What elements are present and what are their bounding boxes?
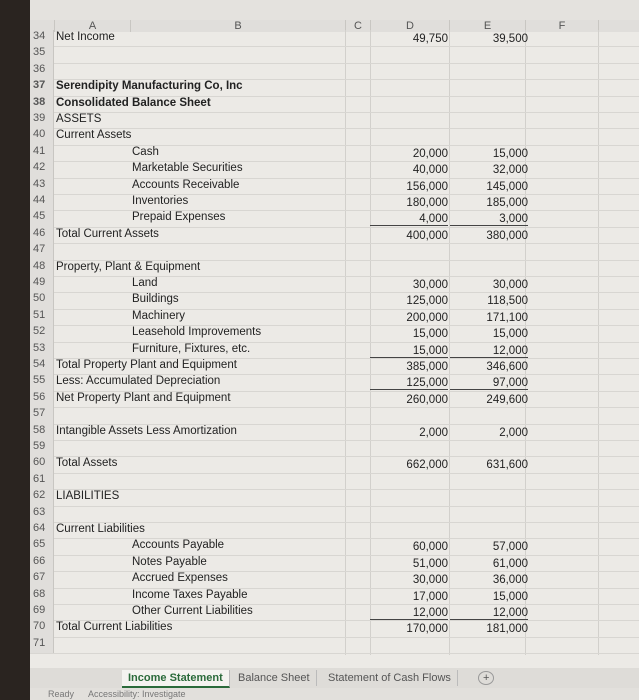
row-number[interactable]: 53 xyxy=(30,342,54,358)
row-number[interactable]: 51 xyxy=(30,309,54,325)
table-row xyxy=(30,604,639,621)
cell-e[interactable]: 15,000 xyxy=(492,147,528,160)
table-row xyxy=(30,243,639,260)
row-number[interactable]: 43 xyxy=(30,178,54,194)
table-row xyxy=(30,588,639,605)
table-row xyxy=(30,358,639,375)
cell-a[interactable]: Net Income xyxy=(56,31,115,43)
column-header-b[interactable]: B xyxy=(131,20,346,32)
column-header-a[interactable]: A xyxy=(55,20,131,32)
cell-b[interactable]: Prepaid Expenses xyxy=(132,211,226,224)
cell-a[interactable]: Property, Plant & Equipment xyxy=(56,260,201,273)
cell-e[interactable]: 39,500 xyxy=(492,33,528,45)
status-bar xyxy=(30,688,639,700)
sheet-tabs xyxy=(30,668,639,688)
table-row xyxy=(30,424,639,441)
row-number[interactable]: 67 xyxy=(30,571,54,587)
column-header-e[interactable]: E xyxy=(450,20,526,32)
row-number[interactable]: 63 xyxy=(30,506,54,522)
cell-b[interactable]: Accounts Receivable xyxy=(132,178,240,191)
cell-e[interactable]: 631,600 xyxy=(486,459,528,472)
cell-b[interactable]: Land xyxy=(132,277,158,289)
row-number[interactable]: 56 xyxy=(30,391,54,407)
cell-d[interactable]: 2,000 xyxy=(419,426,448,439)
tab-statement-of-cash-flows[interactable]: Statement of Cash Flows xyxy=(322,670,458,686)
cell-b[interactable]: Accrued Expenses xyxy=(132,572,228,585)
table-row xyxy=(30,276,639,293)
cell-d[interactable]: 15,000 xyxy=(370,345,448,358)
row-number[interactable]: 37 xyxy=(30,79,54,95)
row-number[interactable]: 41 xyxy=(30,145,54,161)
cell-e[interactable]: 185,000 xyxy=(486,197,528,209)
table-row xyxy=(30,145,639,162)
table-row xyxy=(30,473,639,490)
cell-e[interactable]: 97,000 xyxy=(450,377,528,390)
cell-a[interactable]: Net Property Plant and Equipment xyxy=(56,391,231,404)
cell-b[interactable]: Cash xyxy=(132,145,159,158)
table-row xyxy=(30,260,639,277)
table-row xyxy=(30,440,639,457)
cell-d[interactable]: 30,000 xyxy=(412,574,448,587)
cell-a[interactable]: ASSETS xyxy=(56,113,102,125)
table-row xyxy=(30,571,639,588)
table-row xyxy=(30,309,639,326)
table-row xyxy=(30,96,639,113)
cell-d[interactable]: 12,000 xyxy=(370,607,448,620)
table-row xyxy=(30,63,639,80)
cell-b[interactable]: Leasehold Improvements xyxy=(132,326,262,339)
row-number[interactable]: 46 xyxy=(30,227,54,243)
cell-e[interactable]: 181,000 xyxy=(486,623,528,636)
column-header-d[interactable]: D xyxy=(371,20,450,32)
cell-a[interactable]: LIABILITIES xyxy=(56,490,120,503)
row-number[interactable]: 62 xyxy=(30,489,54,505)
row-number[interactable]: 64 xyxy=(30,522,54,538)
row-number[interactable]: 57 xyxy=(30,407,54,423)
cell-d[interactable]: 156,000 xyxy=(406,180,448,193)
table-row xyxy=(30,292,639,309)
ribbon-area xyxy=(30,0,639,21)
cell-a[interactable]: Total Current Liabilities xyxy=(56,621,173,634)
cell-d[interactable]: 200,000 xyxy=(406,311,448,324)
table-row xyxy=(30,161,639,178)
cell-d[interactable]: 51,000 xyxy=(412,557,448,570)
cell-e[interactable]: 32,000 xyxy=(492,164,528,177)
table-row xyxy=(30,374,639,391)
cell-e[interactable]: 346,600 xyxy=(486,361,528,373)
row-number[interactable]: 71 xyxy=(30,637,54,653)
cell-d[interactable]: 662,000 xyxy=(406,459,448,472)
table-row xyxy=(30,128,639,145)
cell-d[interactable]: 49,750 xyxy=(412,33,448,45)
cell-a[interactable]: Less: Accumulated Depreciation xyxy=(56,375,221,388)
cell-e[interactable]: 15,000 xyxy=(492,590,528,603)
cell-a[interactable]: Total Current Assets xyxy=(56,227,159,240)
cell-b[interactable]: Accounts Payable xyxy=(132,539,225,552)
row-number[interactable]: 65 xyxy=(30,538,54,554)
row-number[interactable]: 59 xyxy=(30,440,54,456)
table-row xyxy=(30,30,639,47)
cell-b[interactable]: Inventories xyxy=(132,195,189,207)
row-number[interactable]: 70 xyxy=(30,620,54,636)
cell-a[interactable]: Total Assets xyxy=(56,457,118,470)
cell-e[interactable]: 2,000 xyxy=(499,426,528,439)
cell-d[interactable]: 60,000 xyxy=(412,541,448,554)
cell-e[interactable]: 249,600 xyxy=(486,393,528,406)
row-number[interactable]: 42 xyxy=(30,161,54,177)
row-number[interactable]: 40 xyxy=(30,128,54,144)
cell-e[interactable]: 12,000 xyxy=(450,607,528,620)
table-row xyxy=(30,620,639,637)
cell-e[interactable]: 3,000 xyxy=(450,213,528,226)
cell-e[interactable]: 118,500 xyxy=(487,295,528,308)
cell-d[interactable]: 4,000 xyxy=(370,213,448,226)
row-number[interactable]: 68 xyxy=(30,588,54,604)
cell-b[interactable]: Buildings xyxy=(132,293,179,306)
table-row xyxy=(30,555,639,572)
status-ready: Ready xyxy=(48,689,75,699)
cell-e[interactable]: 57,000 xyxy=(492,541,528,554)
cell-d[interactable]: 400,000 xyxy=(406,229,448,242)
table-row xyxy=(30,46,639,63)
table-row xyxy=(30,456,639,473)
row-number[interactable]: 44 xyxy=(30,194,54,210)
row-number[interactable]: 34 xyxy=(30,30,54,46)
row-number[interactable]: 60 xyxy=(30,456,54,472)
table-row xyxy=(30,342,639,359)
table-row xyxy=(30,325,639,342)
cell-e[interactable]: 145,000 xyxy=(486,180,528,193)
row-number[interactable]: 66 xyxy=(30,555,54,571)
table-row xyxy=(30,79,639,96)
cell-b[interactable]: Income Taxes Payable xyxy=(132,588,248,601)
cell-a[interactable]: Current Liabilities xyxy=(56,523,145,535)
row-number[interactable]: 58 xyxy=(30,424,54,440)
table-row xyxy=(30,637,639,654)
cell-d[interactable]: 385,000 xyxy=(406,361,448,373)
row-number[interactable]: 48 xyxy=(30,260,54,276)
spreadsheet-window xyxy=(30,0,639,700)
row-number[interactable]: 49 xyxy=(30,276,54,292)
cell-e[interactable]: 36,000 xyxy=(492,574,528,587)
cell-d[interactable]: 30,000 xyxy=(412,279,448,291)
table-row xyxy=(30,538,639,555)
table-row xyxy=(30,112,639,129)
cell-d[interactable]: 170,000 xyxy=(406,623,448,636)
row-number[interactable]: 52 xyxy=(30,325,54,341)
table-row xyxy=(30,407,639,424)
cell-d[interactable]: 180,000 xyxy=(406,197,448,209)
column-header-f[interactable]: F xyxy=(526,20,599,32)
row-number[interactable]: 47 xyxy=(30,243,54,259)
tab-income-statement[interactable]: Income Statement xyxy=(122,670,230,688)
table-row xyxy=(30,522,639,539)
table-row xyxy=(30,506,639,523)
cell-a[interactable]: Current Assets xyxy=(56,129,132,142)
cell-d[interactable]: 15,000 xyxy=(412,328,448,341)
cell-d[interactable]: 125,000 xyxy=(370,377,448,390)
cell-e[interactable]: 171,100 xyxy=(486,311,528,324)
cell-a[interactable]: Consolidated Balance Sheet xyxy=(56,96,211,109)
cell-a[interactable]: Total Property Plant and Equipment xyxy=(56,359,237,371)
cell-e[interactable]: 12,000 xyxy=(450,345,528,358)
cell-a[interactable]: Intangible Assets Less Amortization xyxy=(56,424,237,437)
cell-b[interactable]: Machinery xyxy=(132,309,186,322)
cell-b[interactable]: Notes Payable xyxy=(132,555,207,568)
cell-d[interactable]: 20,000 xyxy=(412,147,448,160)
cell-d[interactable]: 17,000 xyxy=(412,590,448,603)
cell-e[interactable]: 61,000 xyxy=(492,557,528,570)
row-number[interactable]: 50 xyxy=(30,292,54,308)
cell-b[interactable]: Furniture, Fixtures, etc. xyxy=(132,342,251,355)
cell-d[interactable]: 125,000 xyxy=(406,295,448,308)
cell-e[interactable]: 380,000 xyxy=(486,229,528,242)
row-number[interactable]: 39 xyxy=(30,112,54,128)
row-number[interactable]: 35 xyxy=(30,46,54,62)
row-number[interactable]: 69 xyxy=(30,604,54,620)
cell-e[interactable]: 15,000 xyxy=(492,328,528,341)
add-sheet-button[interactable]: + xyxy=(478,671,494,685)
table-row xyxy=(30,391,639,408)
table-row xyxy=(30,210,639,227)
cell-e[interactable]: 30,000 xyxy=(492,279,528,291)
cell-d[interactable]: 260,000 xyxy=(406,393,448,406)
row-number[interactable]: 55 xyxy=(30,374,54,390)
row-number[interactable]: 36 xyxy=(30,63,54,79)
tab-balance-sheet[interactable]: Balance Sheet xyxy=(232,670,317,686)
table-row xyxy=(30,227,639,244)
row-number[interactable]: 38 xyxy=(30,96,54,112)
accessibility-status[interactable]: Accessibility: Investigate xyxy=(88,689,186,699)
cell-b[interactable]: Marketable Securities xyxy=(132,162,243,175)
row-number[interactable]: 45 xyxy=(30,210,54,226)
row-number[interactable]: 54 xyxy=(30,358,54,374)
table-row xyxy=(30,194,639,211)
cell-b[interactable]: Other Current Liabilities xyxy=(132,605,253,617)
table-row xyxy=(30,489,639,506)
column-header-c[interactable]: C xyxy=(346,20,371,32)
row-number[interactable]: 61 xyxy=(30,473,54,489)
cell-d[interactable]: 40,000 xyxy=(412,164,448,177)
cell-a[interactable]: Serendipity Manufacturing Co, Inc xyxy=(56,80,243,93)
table-row xyxy=(30,178,639,195)
